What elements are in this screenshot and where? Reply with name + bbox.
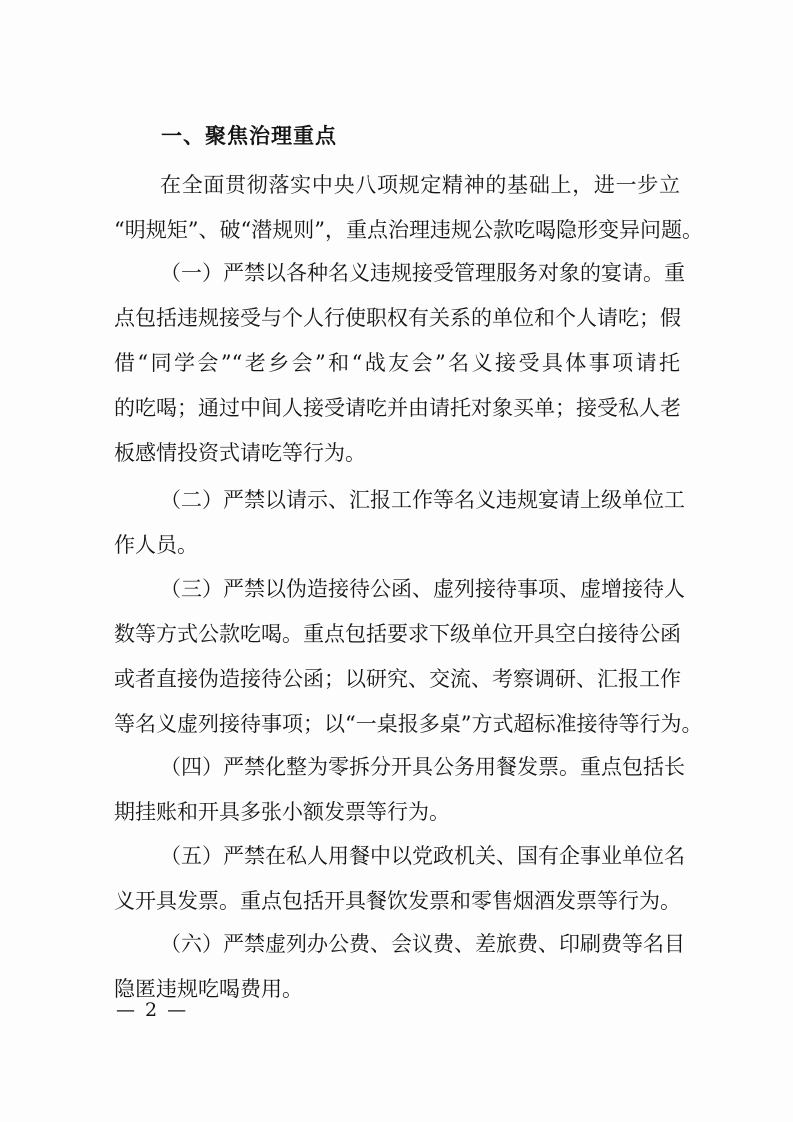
paragraph-line: 隐匿违规吃喝费用。 [114, 977, 303, 1001]
paragraph-item-5 [114, 834, 685, 924]
paragraph-line: 借“同学会”“老乡会”和“战友会”名义接受具体事项请托 [114, 351, 680, 375]
paragraph-line: 作人员。 [114, 533, 198, 557]
paragraph-line: 数等方式公款吃喝。重点包括要求下级单位开具空白接待公函 [114, 622, 681, 646]
paragraph-intro [114, 163, 703, 253]
paragraph-item-2 [114, 478, 685, 568]
paragraph-line: 等名义虚列接待事项；以“一桌报多桌”方式超标准接待等行为。 [114, 712, 703, 736]
paragraph-line: 期挂账和开具多张小额发票等行为。 [114, 800, 450, 824]
paragraph-line: 义开具发票。重点包括开具餐饮发票和零售烟酒发票等行为。 [114, 889, 681, 913]
paragraph-line: （六）严禁虚列办公费、会议费、差旅费、印刷费等名目 [160, 932, 685, 956]
paragraph-line: （三）严禁以伪造接待公函、虚列接待事项、虚增接待人 [160, 577, 685, 601]
paragraph-line: （二）严禁以请示、汇报工作等名义违规宴请上级单位工 [160, 488, 685, 512]
paragraph-item-6 [114, 922, 685, 1012]
paragraph-item-4 [114, 745, 685, 835]
paragraph-line: 在全面贯彻落实中央八项规定精神的基础上，进一步立 [160, 173, 680, 197]
section-heading: 一、聚焦治理重点 [161, 124, 337, 148]
paragraph-line: “明规矩”、破“潜规则”，重点治理违规公款吃喝隐形变异问题。 [114, 218, 703, 242]
paragraph-line: 点包括违规接受与个人行使职权有关系的单位和个人请吃；假 [114, 306, 681, 330]
paragraph-line: （五）严禁在私人用餐中以党政机关、国有企事业单位名 [160, 844, 685, 868]
paragraph-line: 的吃喝；通过中间人接受请吃并由请托对象买单；接受私人老 [114, 396, 681, 420]
paragraph-line: 板感情投资式请吃等行为。 [114, 441, 366, 465]
paragraph-item-3 [114, 567, 703, 747]
paragraph-item-1 [114, 251, 685, 476]
page-number: — 2 — [116, 999, 189, 1021]
paragraph-line: （四）严禁化整为零拆分开具公务用餐发票。重点包括长 [160, 755, 685, 779]
paragraph-line: 或者直接伪造接待公函；以研究、交流、考察调研、汇报工作 [114, 667, 681, 691]
paragraph-line: （一）严禁以各种名义违规接受管理服务对象的宴请。重 [160, 261, 685, 285]
